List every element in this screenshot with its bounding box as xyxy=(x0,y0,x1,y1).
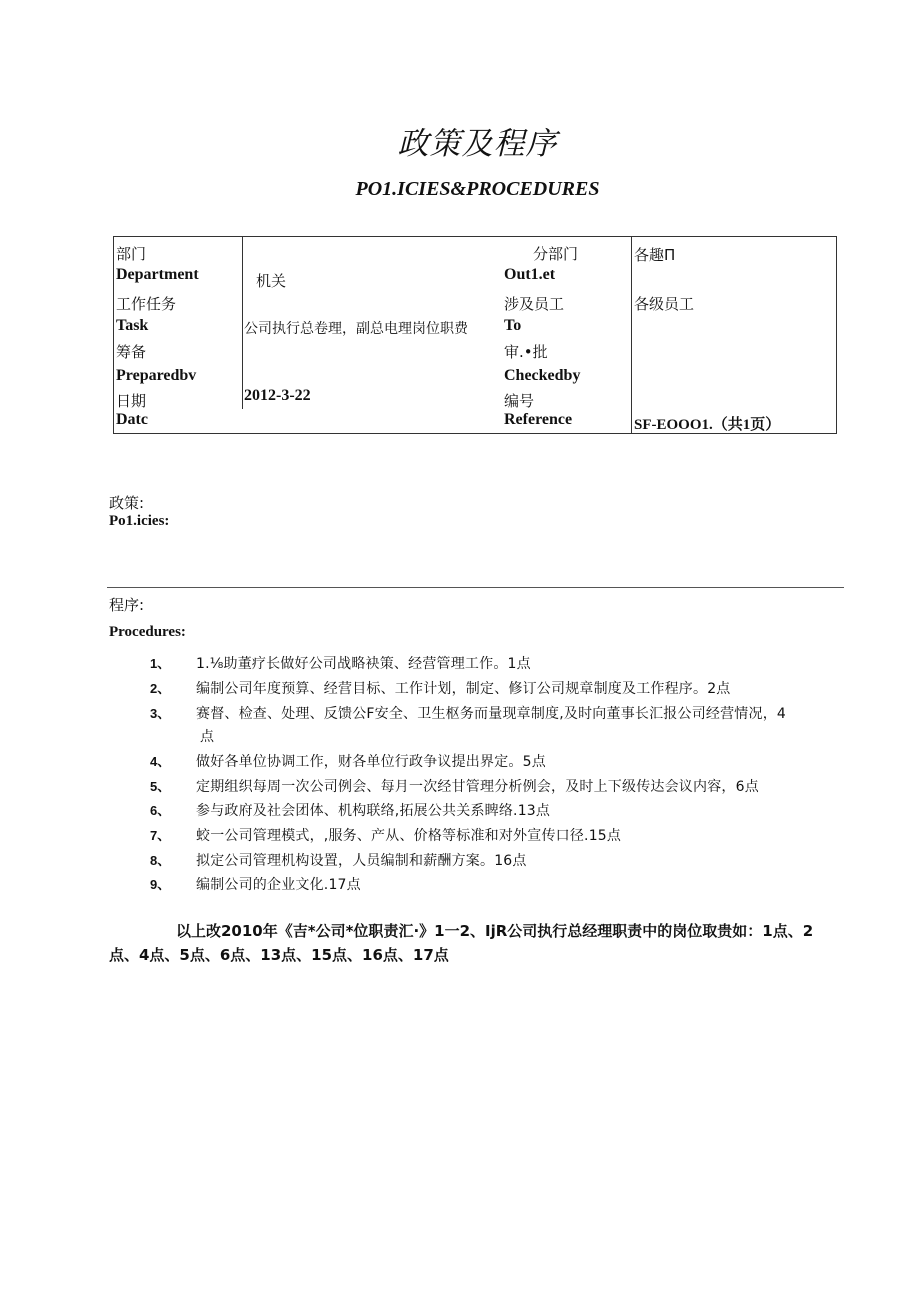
outlet-label-cn: 分部门 xyxy=(533,245,579,263)
task-label-cn: 工作任务 xyxy=(116,295,177,313)
list-item-number: 6、 xyxy=(150,803,171,818)
summary-line-1: 以上改2010年《吉*公司*位职责汇·》1一2、IjR公司执行总经理职责中的岗位取贵如：1点、2 xyxy=(176,922,814,940)
date-label-en: Datc xyxy=(116,411,148,428)
prepared-label-en: Preparedbv xyxy=(116,367,197,384)
task-label-en: Task xyxy=(116,317,149,334)
task-value: 公司执行总卷理，副总电理岗位职费 xyxy=(244,321,468,337)
list-item-text: 1.⅛助董疗长做好公司战略袂策、经营管理工作。1点 xyxy=(196,656,531,672)
table-divider-2 xyxy=(631,237,632,434)
summary-line-2: 点、4点、5点、6点、13点、15点、16点、17点 xyxy=(109,946,449,964)
list-item-number: 8、 xyxy=(150,853,171,868)
list-item-text: 参与政府及社会团体、机构联络,拓展公共关系睥络.13点 xyxy=(196,803,551,819)
list-item-text: 蛟一公司管理模式，,服务、产从、价格等标准和对外宣传口径.15点 xyxy=(196,828,622,844)
date-label-cn: 日期 xyxy=(116,392,147,410)
list-item-number: 4、 xyxy=(150,754,171,769)
list-item-continuation: 点 xyxy=(200,729,214,745)
table-divider-1 xyxy=(242,237,243,409)
date-value: 2012-3-22 xyxy=(244,387,311,404)
department-label-en: Department xyxy=(116,266,199,283)
list-item-text: 定期组织每周一次公司例会、每月一次经甘管理分析例会，及时上下级传达会议内容，6点 xyxy=(196,779,759,795)
list-item-text: 赛督、检查、处理、反馈公F安全、卫生枢务而量现章制度,及时向董事长汇报公司经营情况，4 xyxy=(196,706,787,722)
list-item-text: 编制公司的企业文化.17点 xyxy=(196,877,361,893)
list-item-number: 7、 xyxy=(150,828,171,843)
reference-value: SF-EOOO1.（共1页） xyxy=(634,417,781,433)
procedures-label-cn: 程序: xyxy=(109,596,145,614)
policies-label-cn: 政策: xyxy=(109,494,145,512)
to-label-en: To xyxy=(504,317,522,334)
list-item-text: 做好各单位协调工作，财各单位行政争议提出界定。5点 xyxy=(196,754,546,770)
prepared-label-cn: 筹备 xyxy=(116,343,147,361)
list-item-text: 拟定公司管理机构设置，人员编制和薪酬方案。16点 xyxy=(196,853,527,869)
list-item-number: 9、 xyxy=(150,877,171,892)
to-value: 各级员工 xyxy=(634,295,695,313)
outlet-value: 各趣Π xyxy=(634,246,676,264)
reference-label-en: Reference xyxy=(504,411,573,428)
list-item-number: 1、 xyxy=(150,656,171,671)
outlet-label-en: Out1.et xyxy=(504,266,556,283)
list-item-number: 3、 xyxy=(150,706,171,721)
checked-label-en: Checkedby xyxy=(504,367,581,384)
list-item-text: 编制公司年度预算、经营目标、工作计划，制定、修订公司规章制度及工作程序。2点 xyxy=(196,681,731,697)
reference-label-cn: 编号 xyxy=(504,392,535,410)
department-label-cn: 部门 xyxy=(116,245,147,263)
checked-label-cn: 审.•批 xyxy=(504,343,548,361)
page-title-en: PO1.ICIES&PROCEDURES xyxy=(355,178,600,200)
department-value: 机关 xyxy=(256,272,287,290)
page-title-cn: 政策及程序 xyxy=(397,126,558,162)
section-divider xyxy=(107,587,844,588)
policies-label-en: Po1.icies: xyxy=(109,513,170,529)
info-table xyxy=(113,236,837,434)
procedures-label-en: Procedures: xyxy=(109,624,186,640)
to-label-cn: 涉及员工 xyxy=(504,295,565,313)
list-item-number: 5、 xyxy=(150,779,171,794)
list-item-number: 2、 xyxy=(150,681,171,696)
